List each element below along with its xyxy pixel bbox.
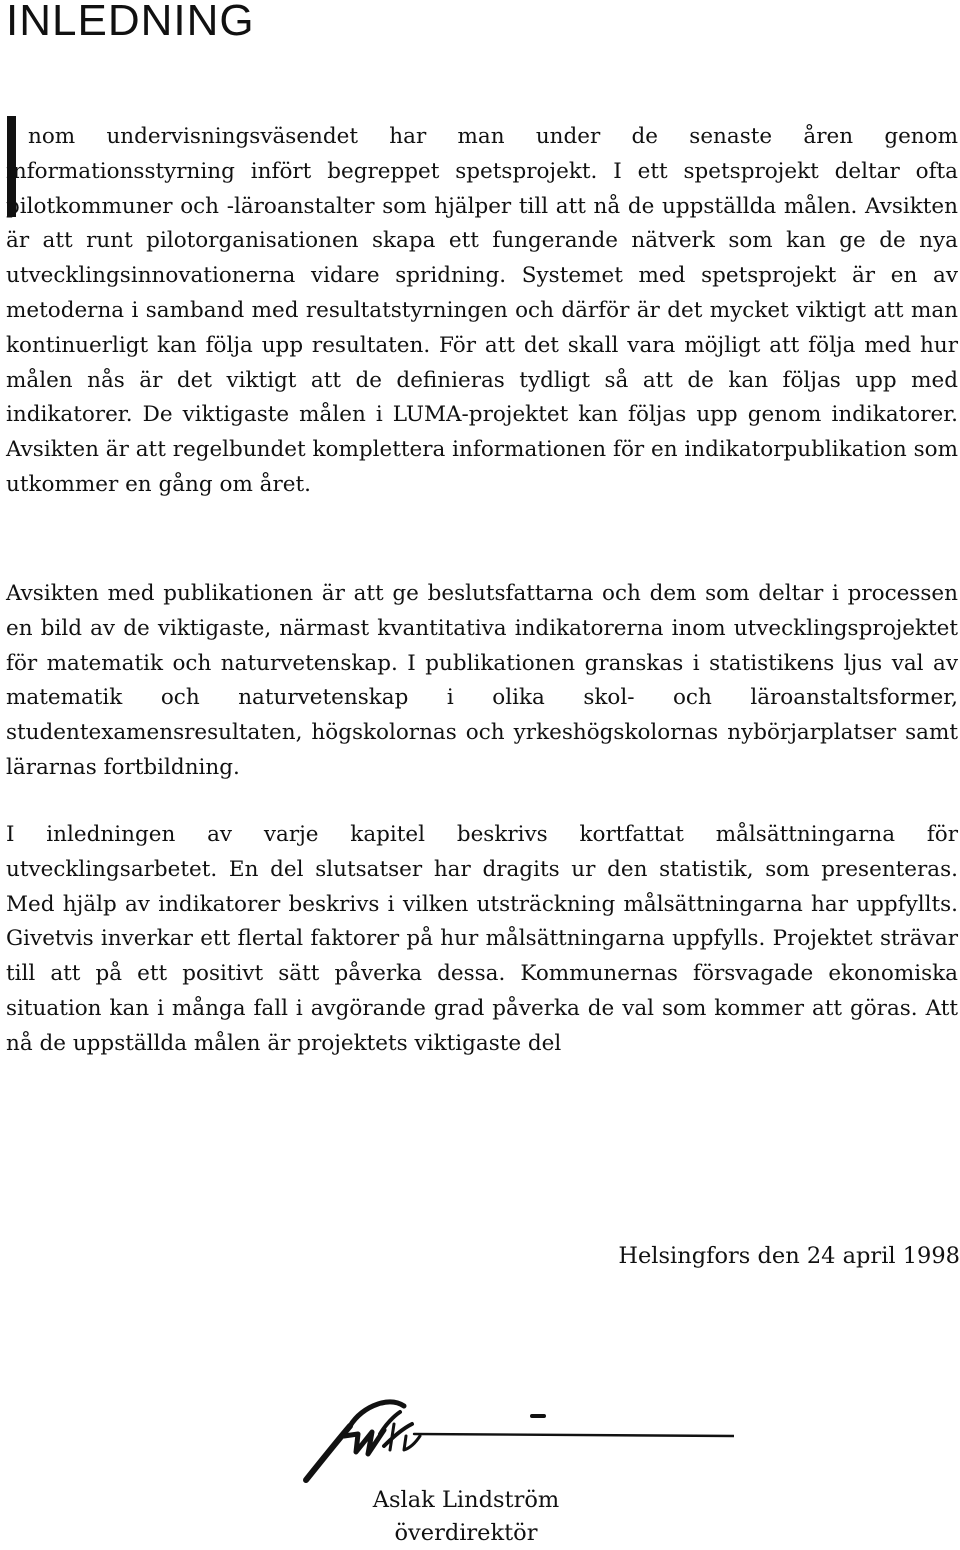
intro-paragraph-3: I inledningen av varje kapitel beskrivs kortfattat målsättningarna för utvecklingsarbetet. En del slutsatser har dragits ur den statistik, som presenteras. Med hjälp av indikatorer beskrivs i vilken utsträckning målsättningarna har uppfyllts. Givetvis inverkar ett flertal faktorer på hur målsättningarna uppfylls. Projektet strävar till att på ett positivt sätt påverka dessa. Kommunernas försvagade ekonomiska situation kan i många fall i avgörande grad påverka de val som kommer att göras. Att nå de uppställda målen är projektets viktigaste del bbox=[6, 822, 958, 1056]
intro-paragraph-1 bbox=[6, 120, 958, 503]
place-and-date: Helsingfors den 24 april 1998 bbox=[618, 1243, 960, 1269]
signer-title: överdirektör bbox=[394, 1520, 538, 1546]
paragraph-1-text: nom undervisningsväsendet har man under de senaste åren genom informationsstyrning infört begreppet spetsprojekt. I ett spetsprojekt deltar ofta pilotkommuner och -läroanstalter som hjälper till att nå de uppställda målen. Avsikten är att runt pilotorganisationen skapa ett fungerande nätverk som kan ge de nya utvecklingsinnovationerna vidare spridning. Systemet med spetsprojekt är en av metoderna i samband med resultatstyrningen och därför är det mycket viktigt att man kontinuerligt kan följa upp resultaten. För att det skall vara möjligt att följa med hur målen nås är det viktigt att de definieras tydligt så att de kan följas upp med indikatorer. De viktigaste målen i LUMA-projektet kan följas upp genom indikatorer. Avsikten är att regelbundet komplettera informationen för en indikatorpublikation som utkommer en gång om året. bbox=[6, 124, 958, 497]
intro-paragraph-2: Avsikten med publikationen är att ge beslutsfattarna och dem som deltar i processen en bild av de viktigaste, närmast kvantitativa indikatorerna inom utvecklingsprojektet för matematik och naturvetenskap. I publikationen granskas i statistikens ljus val av matematik och naturvetenskap i olika skol- och läroanstaltsformer, studentexamensresultaten, högskolornas och yrkeshögskolornas nybörjarplatser samt lärarnas fortbildning. bbox=[6, 581, 958, 780]
page-title: INLEDNING bbox=[6, 0, 255, 45]
signer-name: Aslak Lindström bbox=[372, 1487, 560, 1513]
